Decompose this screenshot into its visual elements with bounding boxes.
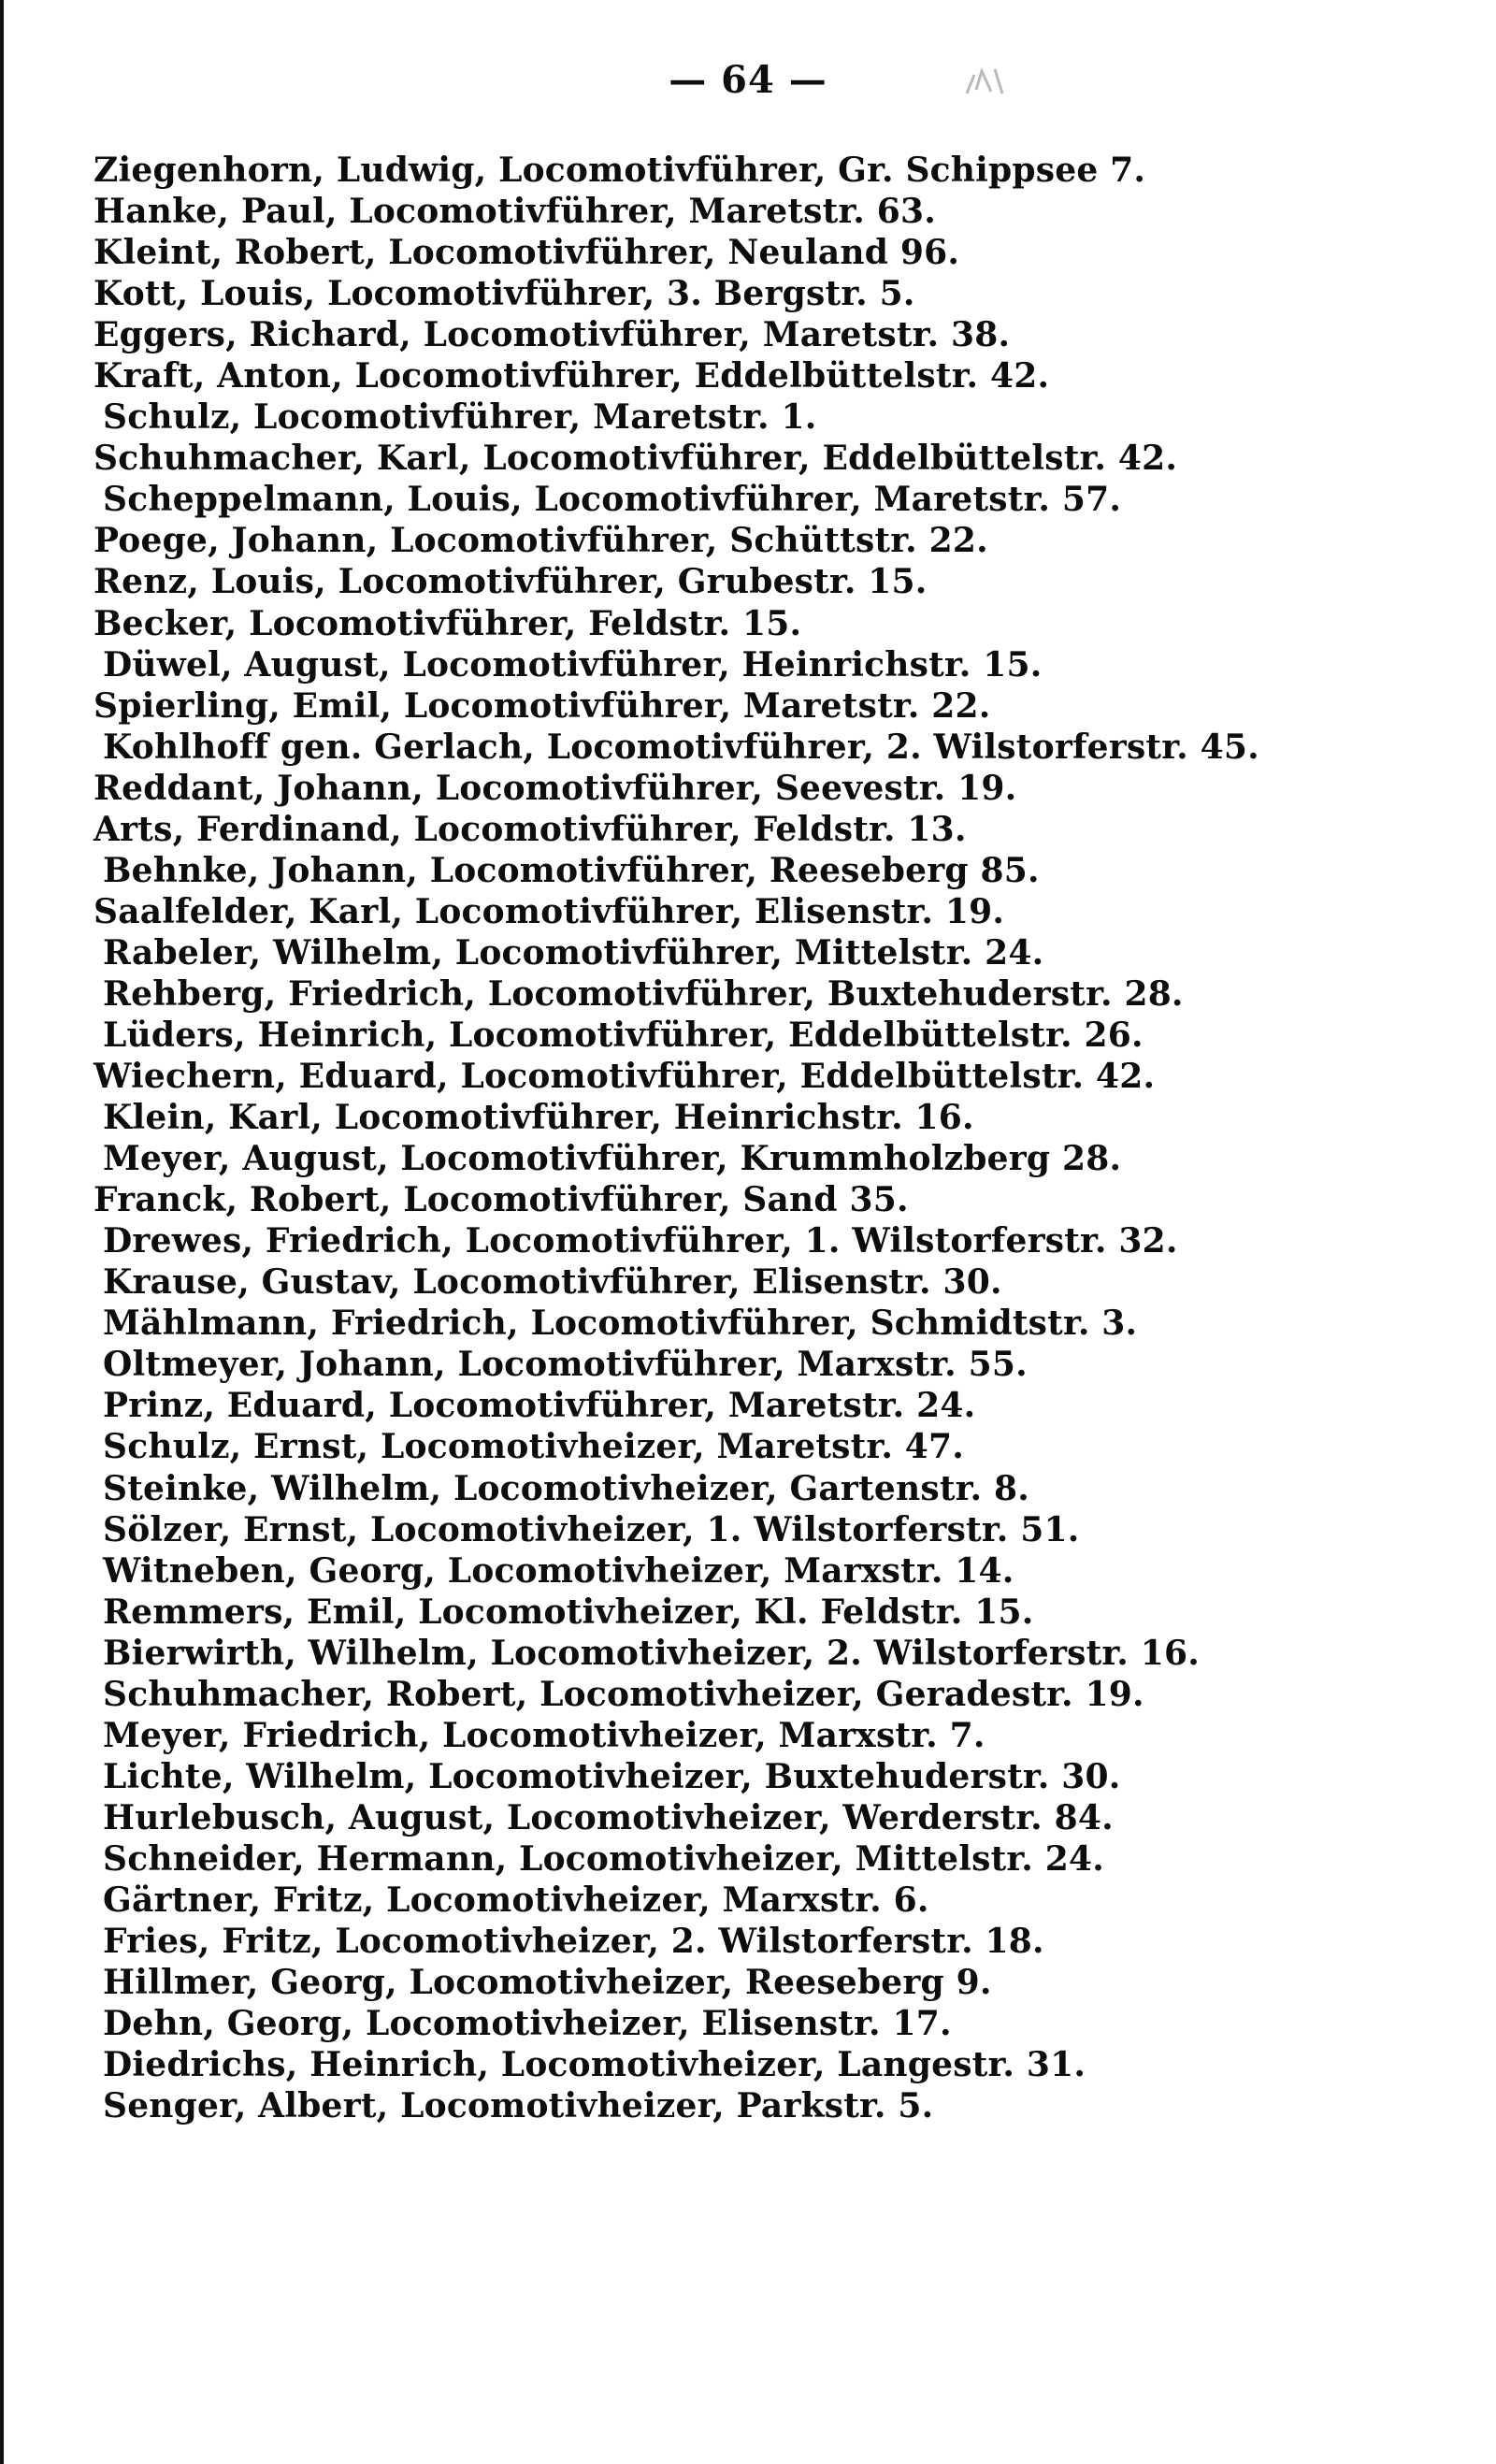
directory-entry: Reddant, Johann, Locomotivführer, Seevestr. 19. (94, 768, 1017, 808)
directory-entry: Schulz, Locomotivführer, Maretstr. 1. (103, 397, 817, 438)
directory-entry: Dehn, Georg, Locomotivheizer, Elisenstr. 17. (103, 2004, 952, 2044)
directory-entry: Senger, Albert, Locomotivheizer, Parkstr. 5. (103, 2086, 934, 2126)
directory-entry: Oltmeyer, Johann, Locomotivführer, Marxstr. 55. (103, 1345, 1028, 1385)
directory-entry: Krause, Gustav, Locomotivführer, Elisenstr. 30. (103, 1262, 1002, 1303)
directory-entry: Schuhmacher, Robert, Locomotivheizer, Geradestr. 19. (103, 1674, 1144, 1714)
directory-entry: Schneider, Hermann, Locomotivheizer, Mittelstr. 24. (103, 1838, 1104, 1879)
pencil-mark (963, 65, 1008, 99)
directory-entry: Prinz, Eduard, Locomotivführer, Maretstr. 24. (103, 1386, 976, 1426)
page-edge (0, 0, 4, 2464)
directory-entry: Hillmer, Georg, Locomotivheizer, Reeseberg 9. (103, 1963, 992, 2003)
directory-entry: Lüders, Heinrich, Locomotivführer, Eddelbüttelstr. 26. (103, 1015, 1144, 1055)
directory-entry: Bierwirth, Wilhelm, Locomotivheizer, 2. Wilstorferstr. 16. (103, 1633, 1200, 1673)
directory-entry: Saalfelder, Karl, Locomotivführer, Elisenstr. 19. (94, 891, 1005, 931)
directory-entry: Remmers, Emil, Locomotivheizer, Kl. Feldstr. 15. (103, 1592, 1034, 1632)
directory-entry: Sölzer, Ernst, Locomotivheizer, 1. Wilstorferstr. 51. (103, 1509, 1080, 1549)
directory-entry: Kohlhoff gen. Gerlach, Locomotivführer, 2. Wilstorferstr. 45. (103, 727, 1259, 767)
directory-entry: Fries, Fritz, Locomotivheizer, 2. Wilstorferstr. 18. (103, 1922, 1044, 1962)
directory-entry: Behnke, Johann, Locomotivführer, Reeseberg 85. (103, 850, 1040, 890)
directory-entry: Mählmann, Friedrich, Locomotivführer, Schmidtstr. 3. (103, 1304, 1138, 1344)
directory-entry: Kraft, Anton, Locomotivführer, Eddelbüttelstr. 42. (94, 356, 1050, 396)
directory-entry: Meyer, Friedrich, Locomotivheizer, Marxstr. 7. (103, 1715, 985, 1755)
page-number: — 64 — (669, 58, 827, 102)
directory-entry: Diedrichs, Heinrich, Locomotivheizer, Langestr. 31. (103, 2045, 1086, 2085)
directory-entry: Hurlebusch, August, Locomotivheizer, Werderstr. 84. (103, 1797, 1114, 1837)
directory-entries (94, 150, 1459, 2126)
directory-entry: Poege, Johann, Locomotivführer, Schüttstr. 22. (94, 521, 988, 561)
directory-entry: Kleint, Robert, Locomotivführer, Neuland 96. (94, 233, 960, 273)
directory-entry: Arts, Ferdinand, Locomotivführer, Feldstr. 13. (94, 809, 967, 849)
directory-entry: Drewes, Friedrich, Locomotivführer, 1. Wilstorferstr. 32. (103, 1221, 1178, 1261)
directory-entry: Wiechern, Eduard, Locomotivführer, Eddelbüttelstr. 42. (94, 1057, 1156, 1097)
directory-entry: Schulz, Ernst, Locomotivheizer, Maretstr. 47. (103, 1427, 965, 1467)
directory-entry: Ziegenhorn, Ludwig, Locomotivführer, Gr. Schippsee 7. (94, 151, 1146, 190)
directory-entry: Meyer, August, Locomotivführer, Krummholzberg 28. (103, 1139, 1122, 1179)
directory-entry: Schuhmacher, Karl, Locomotivführer, Eddelbüttelstr. 42. (94, 439, 1178, 479)
directory-entry: Franck, Robert, Locomotivführer, Sand 35. (94, 1180, 909, 1220)
directory-entry: Becker, Locomotivführer, Feldstr. 15. (94, 603, 802, 643)
directory-entry: Hanke, Paul, Locomotivführer, Maretstr. 63. (94, 192, 937, 232)
directory-entry: Düwel, August, Locomotivführer, Heinrichstr. 15. (103, 644, 1043, 684)
directory-entry: Gärtner, Fritz, Locomotivheizer, Marxstr. 6. (103, 1880, 929, 1920)
directory-entry: Scheppelmann, Louis, Locomotivführer, Maretstr. 57. (103, 480, 1122, 520)
directory-entry: Witneben, Georg, Locomotivheizer, Marxstr. 14. (103, 1550, 1014, 1591)
directory-entry: Kott, Louis, Locomotivführer, 3. Bergstr. 5. (94, 274, 915, 314)
directory-entry: Steinke, Wilhelm, Locomotivheizer, Gartenstr. 8. (103, 1468, 1030, 1508)
directory-entry: Lichte, Wilhelm, Locomotivheizer, Buxtehuderstr. 30. (103, 1756, 1121, 1796)
directory-entry: Klein, Karl, Locomotivführer, Heinrichstr. 16. (103, 1098, 974, 1138)
directory-entry: Rehberg, Friedrich, Locomotivführer, Buxtehuderstr. 28. (103, 973, 1184, 1014)
directory-entry: Spierling, Emil, Locomotivführer, Maretstr. 22. (94, 685, 991, 726)
directory-entry: Renz, Louis, Locomotivführer, Grubestr. 15. (94, 562, 928, 602)
directory-entry: Rabeler, Wilhelm, Locomotivführer, Mittelstr. 24. (103, 932, 1044, 973)
directory-entry: Eggers, Richard, Locomotivführer, Maretstr. 38. (94, 315, 1011, 355)
